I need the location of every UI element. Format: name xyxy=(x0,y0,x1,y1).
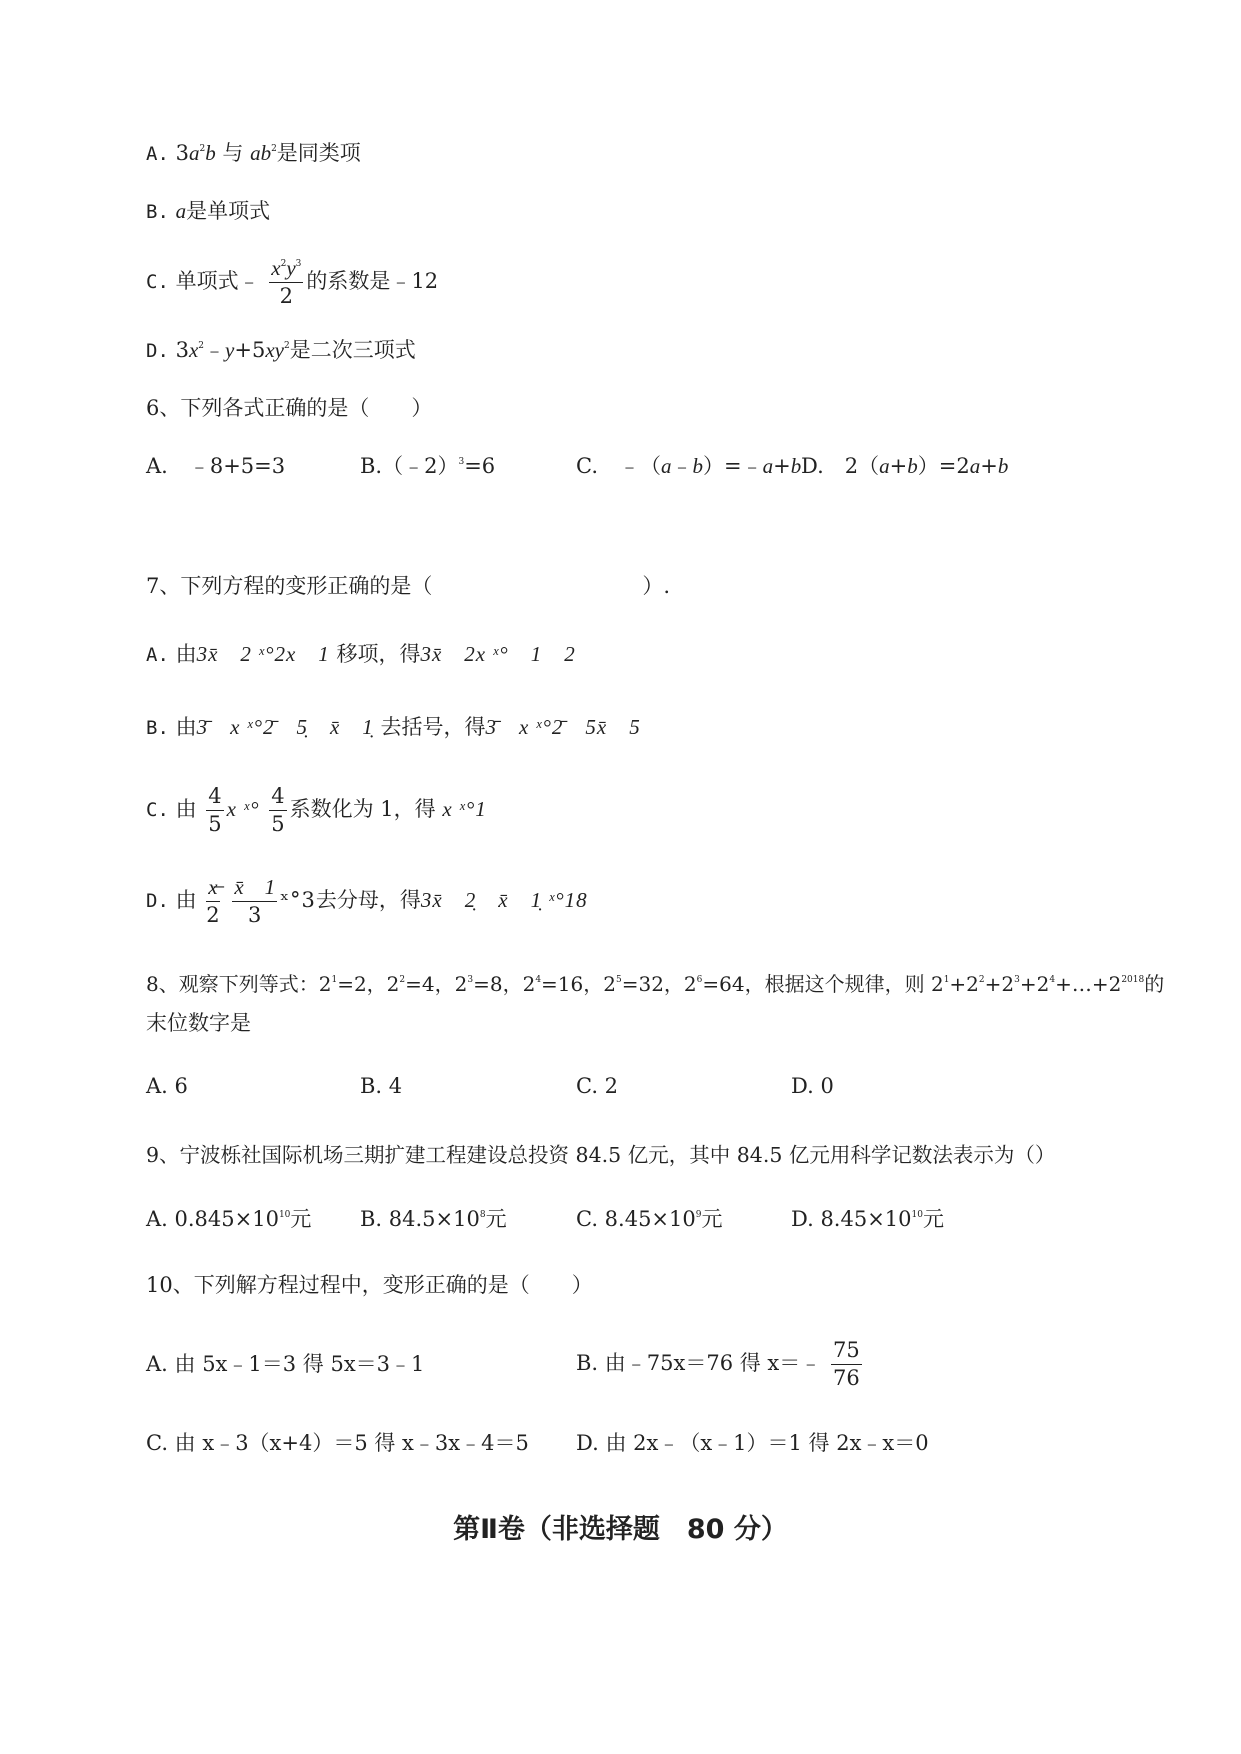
q6-option-d: D. 2（a+b）=2a+b xyxy=(801,454,1009,478)
q9-option-b: B. $84.5\times 10^8$元 xyxy=(360,1207,507,1231)
q8-stem-line2: 末位数字是 xyxy=(146,1011,251,1035)
q7-option-d: D. 由 $\frac{x̶}{2}$ $\frac{x̄ 1}{3}$ ˣ°3去分母，得3x̄ 2̣ x̄ 1̣ ˣ°18 xyxy=(146,875,588,927)
q7-option-b: B. 由3̄ x ˣ°2̄ 5̣ x̄ 1̣ 去括号，得3̄ x ˣ°2̄ 5x̄ 5 xyxy=(146,715,641,739)
option-label: D. xyxy=(146,340,169,362)
q10-option-c: C. 由 x﹣3（x+4）＝5 得 x﹣3x﹣4＝5 xyxy=(146,1431,529,1455)
option-label: C. xyxy=(146,799,169,821)
q8-stem-text: =64，根据这个规律，则 2 xyxy=(702,972,944,996)
option-label: C. xyxy=(146,271,169,293)
exponent: 1 xyxy=(331,975,338,985)
q5-option-c: C. 单项式﹣ $\frac{x^2y^3}{2}$ 的系数是﹣12 xyxy=(146,256,439,308)
q5-option-b: B. a是单项式 xyxy=(146,199,271,223)
q10-option-a: A. 由 5x﹣1＝3 得 5x＝3﹣1 xyxy=(146,1352,425,1376)
section-title: 第Ⅱ卷（非选择题 80 分） xyxy=(453,1514,788,1545)
q8-stem-text: =8，2 xyxy=(473,972,536,996)
q10-stem: 10、下列解方程过程中，变形正确的是（ ） xyxy=(146,1273,593,1297)
option-label: A. xyxy=(146,644,169,666)
q8-stem-text: =2，2 xyxy=(337,972,400,996)
exponent: 4 xyxy=(1049,975,1056,985)
q8-stem-text: 8、观察下列等式：2 xyxy=(146,972,332,996)
exponent: 2 xyxy=(978,975,985,985)
q8-stem-text: 的 xyxy=(1144,972,1165,996)
exponent: 6 xyxy=(696,975,703,985)
q8-option-a: A. 6 xyxy=(146,1074,188,1098)
q8-stem-text: =4，2 xyxy=(405,972,468,996)
option-label: B. xyxy=(146,201,169,223)
q5-option-d: D. $3x^2﹣y+5xy^2$是二次三项式 xyxy=(146,338,416,362)
q8-option-c: C. 2 xyxy=(576,1074,619,1098)
exponent: 3 xyxy=(1014,975,1020,985)
q10-option-b: B. 由﹣75x＝76 得 x＝﹣ $\frac{75}{76}$ xyxy=(576,1338,860,1390)
fraction: $\frac{75}{76}$ xyxy=(832,1338,860,1390)
fraction: $\frac{4}{5}$ xyxy=(208,784,222,836)
fraction: $\frac{x̄ 1}{3}$ xyxy=(234,875,276,927)
q5-option-a: A. $3a^2b$ 与 $ab^2$是同类项 xyxy=(146,141,361,165)
option-label: A. xyxy=(146,143,169,165)
option-label: B. xyxy=(146,717,169,739)
q8-stem-text: +2 xyxy=(1019,972,1050,996)
q8-option-d: D. 0 xyxy=(791,1074,834,1098)
fraction: $\frac{4}{5}$ xyxy=(271,784,285,836)
q9-stem: 9、宁波栎社国际机场三期扩建工程建设总投资 84.5 亿元，其中 84.5 亿元用科学记数法表示为（） xyxy=(146,1143,1056,1167)
q8-stem-text: =32，2 xyxy=(621,972,697,996)
exponent: 1 xyxy=(943,975,950,985)
q9-option-a: A. $0.845\times 10^{10}$元 xyxy=(146,1207,312,1231)
q7-stem: 7、下列方程的变形正确的是（ ）. xyxy=(146,574,671,598)
exponent: 5 xyxy=(615,975,622,985)
q8-option-b: B. 4 xyxy=(360,1074,403,1098)
q7-option-a: A. 由3x̄ 2 ˣ°2x 1 移项，得3x̄ 2x ˣ° 1 2 xyxy=(146,642,576,666)
option-label: D. xyxy=(146,890,169,912)
q8-stem-text: +…+2 xyxy=(1055,972,1122,996)
q7-option-c: C. 由 $\frac{4}{5}$ x ˣ° $\frac{4}{5}$ 系数化为 1，得 x ˣ°1 xyxy=(146,784,487,836)
q8-stem xyxy=(146,974,1164,994)
q9-option-c: C. $8.45\times 10^9$元 xyxy=(576,1207,723,1231)
q6-option-a: A. ﹣8+5=3 xyxy=(146,454,286,478)
q6-option-b: B.（﹣2）$^3$=6 xyxy=(360,454,496,478)
exponent: 4 xyxy=(535,975,542,985)
q6-option-c: C. ﹣（a﹣b）=﹣a+b xyxy=(576,454,802,478)
q10-option-d: D. 由 2x﹣（x﹣1）＝1 得 2x﹣x＝0 xyxy=(576,1431,929,1455)
q8-stem-text: +2 xyxy=(949,972,979,996)
exponent: 2018 xyxy=(1121,975,1145,985)
q6-stem: 6、下列各式正确的是（ ） xyxy=(146,396,433,420)
q8-stem-text: =16，2 xyxy=(541,972,616,996)
exponent: 3 xyxy=(467,975,474,985)
q8-stem-text: +2 xyxy=(984,972,1015,996)
exponent: 2 xyxy=(399,975,406,985)
fraction: $\frac{x̶}{2}$ xyxy=(206,875,220,927)
fraction: $\frac{x^2y^3}{2}$ xyxy=(271,256,302,308)
q9-option-d: D. $8.45\times 10^{10}$元 xyxy=(791,1207,944,1231)
